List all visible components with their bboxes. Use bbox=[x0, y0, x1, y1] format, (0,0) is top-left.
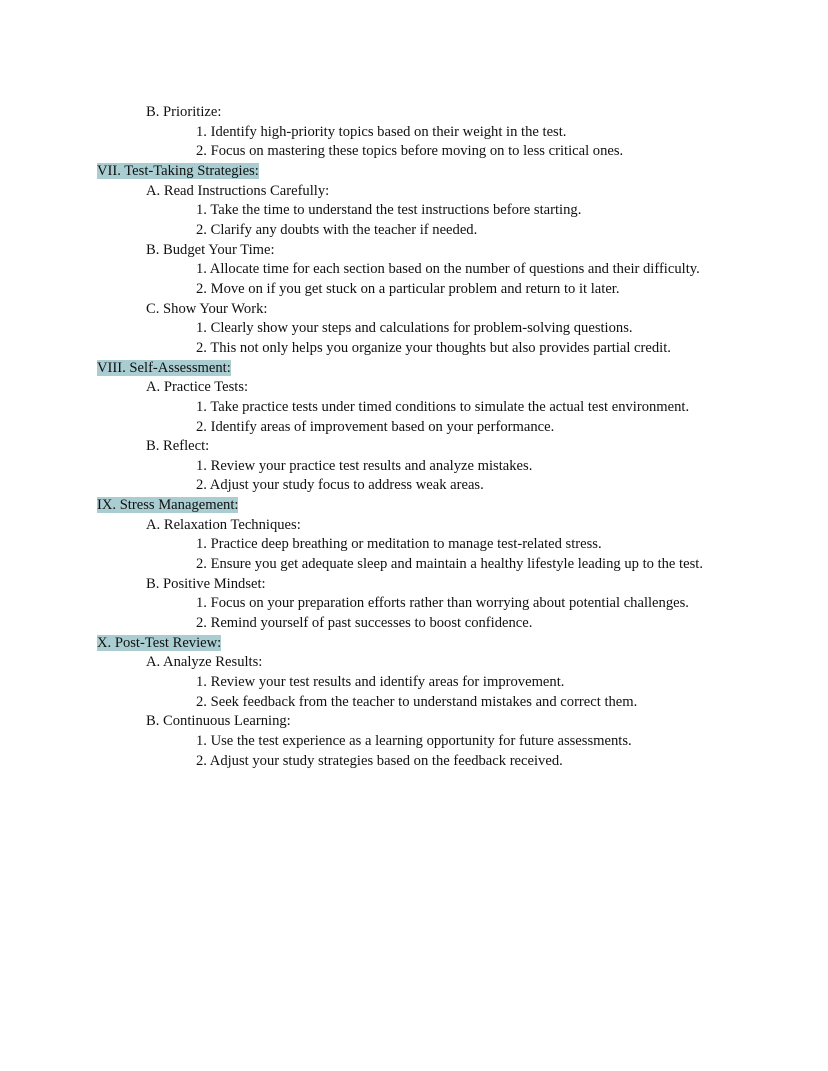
list-item bbox=[0, 339, 828, 359]
list-item bbox=[0, 260, 828, 280]
list-item-text: 2. Seek feedback from the teacher to understand mistakes and correct them. bbox=[196, 693, 638, 710]
subsection-heading-text: A. Relaxation Techniques: bbox=[146, 516, 301, 533]
list-item-text: 2. This not only helps you organize your thoughts but also provides partial credit. bbox=[196, 339, 671, 356]
list-item-text: 1. Allocate time for each section based on the number of questions and their difficulty. bbox=[196, 261, 700, 278]
list-item-text: 2. Clarify any doubts with the teacher if needed. bbox=[196, 221, 478, 238]
list-item-text: 1. Identify high-priority topics based on their weight in the test. bbox=[196, 123, 567, 140]
list-item-text: 2. Identify areas of improvement based on your performance. bbox=[196, 418, 555, 435]
subsection-heading bbox=[0, 712, 828, 732]
list-item bbox=[0, 476, 828, 496]
list-item bbox=[0, 221, 828, 241]
subsection-heading bbox=[0, 182, 828, 202]
list-item-text: 2. Move on if you get stuck on a particular problem and return to it later. bbox=[196, 280, 620, 297]
list-item bbox=[0, 555, 828, 575]
list-item-text: 1. Practice deep breathing or meditation to manage test-related stress. bbox=[196, 536, 602, 553]
section-heading-text: VII. Test-Taking Strategies: bbox=[97, 162, 259, 179]
list-item bbox=[0, 594, 828, 614]
subsection-heading-text: B. Prioritize: bbox=[146, 104, 222, 120]
section-heading bbox=[0, 162, 828, 182]
subsection-heading bbox=[0, 103, 828, 123]
list-item bbox=[0, 693, 828, 713]
section-heading-text: IX. Stress Management: bbox=[97, 497, 239, 514]
subsection-heading-text: B. Budget Your Time: bbox=[146, 241, 275, 258]
list-item bbox=[0, 535, 828, 555]
subsection-heading-text: B. Reflect: bbox=[146, 438, 210, 455]
list-item-text: 2. Ensure you get adequate sleep and maintain a healthy lifestyle leading up to the test. bbox=[196, 556, 703, 573]
subsection-heading bbox=[0, 437, 828, 457]
list-item bbox=[0, 752, 828, 772]
subsection-heading bbox=[0, 575, 828, 595]
list-item bbox=[0, 142, 828, 162]
list-item bbox=[0, 673, 828, 693]
list-item bbox=[0, 123, 828, 143]
list-item bbox=[0, 614, 828, 634]
subsection-heading bbox=[0, 241, 828, 261]
list-item bbox=[0, 280, 828, 300]
section-heading-text: X. Post-Test Review: bbox=[97, 634, 222, 651]
list-item bbox=[0, 732, 828, 752]
subsection-heading-text: A. Analyze Results: bbox=[146, 654, 263, 671]
list-item-text: 1. Focus on your preparation efforts rather than worrying about potential challenges. bbox=[196, 595, 689, 612]
list-item-text: 2. Adjust your study focus to address weak areas. bbox=[196, 477, 484, 494]
list-item-text: 1. Take the time to understand the test instructions before starting. bbox=[196, 202, 582, 219]
document-body bbox=[0, 103, 828, 771]
section-heading bbox=[0, 634, 828, 654]
subsection-heading bbox=[0, 378, 828, 398]
list-item-text: 1. Review your test results and identify areas for improvement. bbox=[196, 674, 565, 691]
list-item bbox=[0, 398, 828, 418]
subsection-heading bbox=[0, 653, 828, 673]
list-item-text: 2. Adjust your study strategies based on the feedback received. bbox=[196, 752, 563, 769]
list-item-text: 2. Remind yourself of past successes to boost confidence. bbox=[196, 615, 533, 632]
subsection-heading-text: A. Read Instructions Carefully: bbox=[146, 182, 330, 199]
list-item bbox=[0, 418, 828, 438]
list-item-text: 1. Clearly show your steps and calculations for problem-solving questions. bbox=[196, 320, 633, 337]
list-item-text: 1. Review your practice test results and analyze mistakes. bbox=[196, 457, 533, 474]
subsection-heading bbox=[0, 300, 828, 320]
list-item bbox=[0, 319, 828, 339]
subsection-heading-text: C. Show Your Work: bbox=[146, 300, 268, 317]
subsection-heading-text: B. Continuous Learning: bbox=[146, 713, 291, 730]
list-item bbox=[0, 457, 828, 477]
section-heading bbox=[0, 359, 828, 379]
subsection-heading bbox=[0, 516, 828, 536]
list-item bbox=[0, 201, 828, 221]
subsection-heading-text: B. Positive Mindset: bbox=[146, 575, 266, 592]
section-heading bbox=[0, 496, 828, 516]
list-item-text: 2. Focus on mastering these topics before moving on to less critical ones. bbox=[196, 143, 624, 160]
list-item-text: 1. Take practice tests under timed conditions to simulate the actual test environment. bbox=[196, 398, 690, 415]
subsection-heading-text: A. Practice Tests: bbox=[146, 379, 249, 396]
section-heading-text: VIII. Self-Assessment: bbox=[97, 359, 231, 376]
list-item-text: 1. Use the test experience as a learning opportunity for future assessments. bbox=[196, 733, 632, 749]
